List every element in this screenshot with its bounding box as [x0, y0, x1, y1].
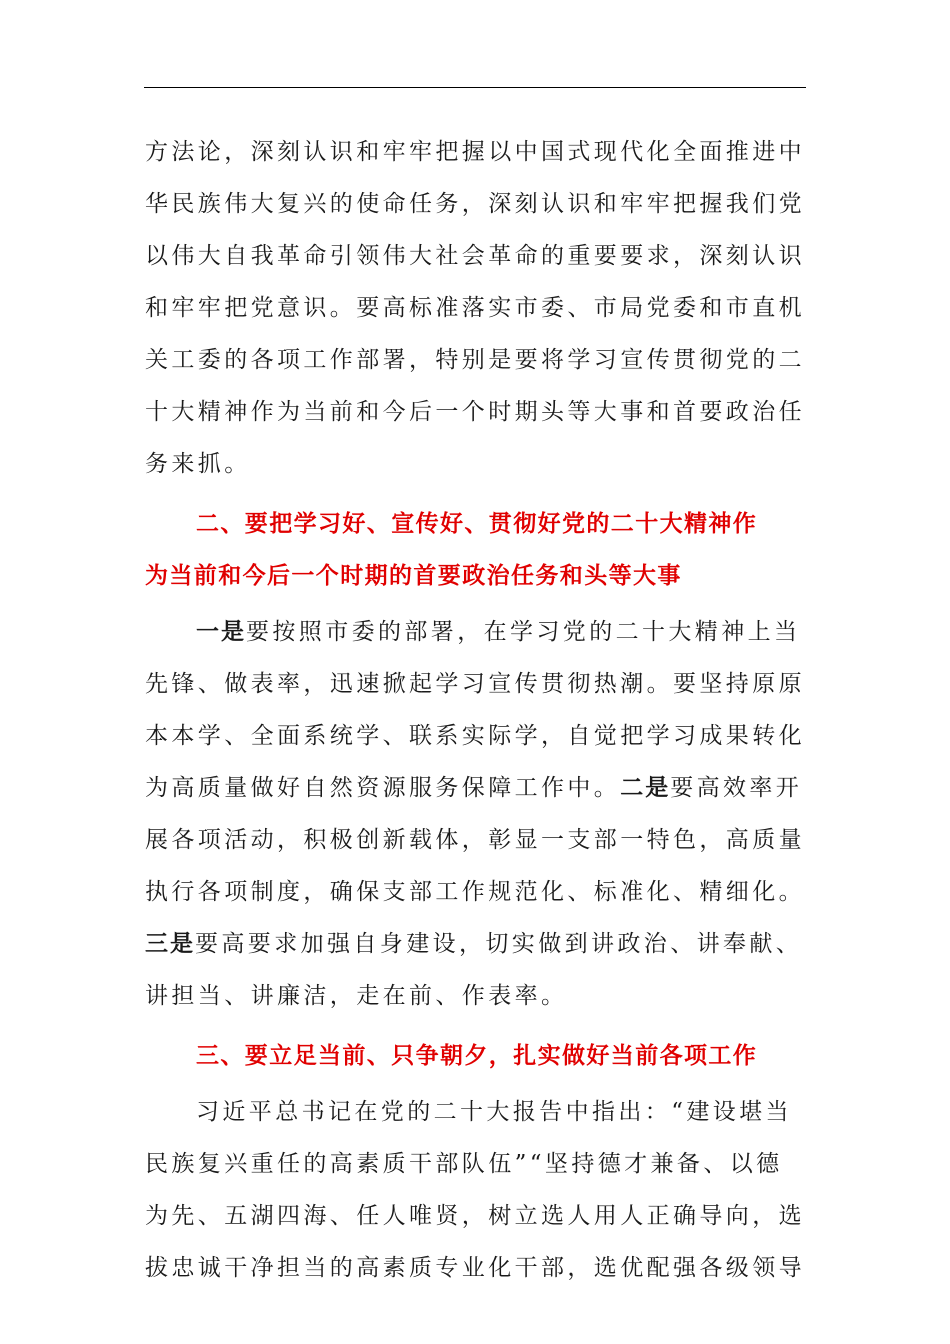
- text-line: 拔忠诚干净担当的高素质专业化干部，选优配强各级领导: [145, 1255, 805, 1281]
- text-line: 展各项活动，积极创新载体，彰显一支部一特色，高质量: [145, 827, 805, 853]
- text-line: 方法论，深刻认识和牢牢把握以中国式现代化全面推进中: [145, 139, 805, 165]
- paragraph-3: [145, 1086, 805, 1294]
- lead-label: 一是: [196, 619, 246, 645]
- paragraph-1: [145, 126, 805, 490]
- text-span: 为高质量做好自然资源服务保障工作中。: [145, 775, 621, 801]
- text-line: 华民族伟大复兴的使命任务，深刻认识和牢牢把握我们党: [145, 191, 805, 217]
- text-line: 十大精神作为当前和今后一个时期头等大事和首要政治任: [145, 399, 805, 425]
- section-heading-3: [145, 1030, 785, 1082]
- paragraph-2: [145, 606, 805, 1022]
- heading-line: 为当前和今后一个时期的首要政治任务和头等大事: [145, 563, 682, 589]
- heading-line: 三、要立足当前、只争朝夕，扎实做好当前各项工作: [196, 1043, 758, 1069]
- text-line: 本本学、全面系统学、联系实际学，自觉把学习成果转化: [145, 723, 805, 749]
- text-line: 讲担当、讲廉洁，走在前、作表率。: [145, 983, 568, 1009]
- text-line: 务来抓。: [145, 451, 251, 477]
- lead-label: 二是: [620, 775, 671, 801]
- text-line: [145, 918, 803, 970]
- text-line: [145, 762, 803, 814]
- text-span: 要按照市委的部署，在学习党的二十大精神上当: [246, 619, 801, 645]
- text-line: 以伟大自我革命引领伟大社会革命的重要要求，深刻认识: [145, 243, 805, 269]
- text-line: 民族复兴重任的高素质干部队伍”“坚持德才兼备、以德: [145, 1151, 783, 1177]
- heading-line: 二、要把学习好、宣传好、贯彻好党的二十大精神作: [196, 511, 758, 537]
- text-line: [145, 606, 801, 658]
- text-line: 执行各项制度，确保支部工作规范化、标准化、精细化。: [145, 879, 805, 905]
- text-line: 为先、五湖四海、任人唯贤，树立选人用人正确导向，选: [145, 1203, 805, 1229]
- header-rule: [144, 87, 806, 88]
- text-line: 习近平总书记在党的二十大报告中指出：“建设堪当: [196, 1099, 792, 1125]
- text-span: 要高效率开: [670, 775, 803, 801]
- text-line: 关工委的各项工作部署，特别是要将学习宣传贯彻党的二: [145, 347, 805, 373]
- document-body: [145, 126, 805, 1294]
- text-span: 要高要求加强自身建设，切实做到讲政治、讲奉献、: [195, 931, 803, 957]
- text-line: 先锋、做表率，迅速掀起学习宣传贯彻热潮。要坚持原原: [145, 671, 805, 697]
- section-heading-2: [145, 498, 785, 602]
- text-line: 和牢牢把党意识。要高标准落实市委、市局党委和市直机: [145, 295, 805, 321]
- lead-label: 三是: [145, 931, 195, 957]
